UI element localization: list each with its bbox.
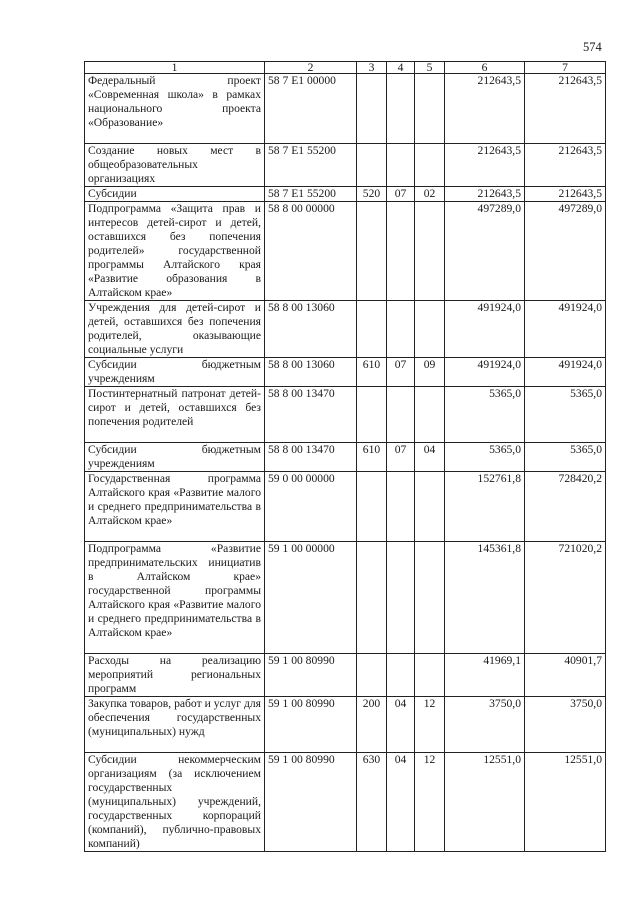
table-row xyxy=(85,358,606,387)
row-col3: 610 xyxy=(357,443,387,472)
row-code: 59 0 00 00000 xyxy=(265,472,357,542)
row-code: 59 1 00 00000 xyxy=(265,542,357,654)
row-col4: 07 xyxy=(387,187,415,202)
row-col4: 04 xyxy=(387,697,415,753)
row-name: Создание новых мест в общеобразовательных организациях xyxy=(85,144,265,187)
row-value-7: 212643,5 xyxy=(525,74,606,144)
row-name: Закупка товаров, работ и услуг для обеспечения государственных (муниципальных) нужд xyxy=(85,697,265,753)
table-row xyxy=(85,542,606,654)
row-col5 xyxy=(415,144,445,187)
table-row xyxy=(85,697,606,753)
row-col4 xyxy=(387,542,415,654)
row-code: 58 8 00 00000 xyxy=(265,202,357,301)
row-value-7: 5365,0 xyxy=(525,387,606,443)
row-value-6: 12551,0 xyxy=(445,753,525,852)
row-value-6: 5365,0 xyxy=(445,387,525,443)
row-col3 xyxy=(357,472,387,542)
row-col5 xyxy=(415,74,445,144)
row-col5 xyxy=(415,202,445,301)
table-row xyxy=(85,144,606,187)
row-value-7: 491924,0 xyxy=(525,358,606,387)
header-col-5: 5 xyxy=(415,62,445,74)
row-code: 59 1 00 80990 xyxy=(265,753,357,852)
row-name: Государственная программа Алтайского края «Развитие малого и среднего предпринимательства в Алтайском крае» xyxy=(85,472,265,542)
header-col-4: 4 xyxy=(387,62,415,74)
row-col3: 610 xyxy=(357,358,387,387)
table-row xyxy=(85,654,606,697)
row-name: Постинтернатный патронат детей-сирот и детей, оставшихся без попечения родителей xyxy=(85,387,265,443)
header-col-2: 2 xyxy=(265,62,357,74)
row-col4 xyxy=(387,301,415,358)
row-value-7: 491924,0 xyxy=(525,301,606,358)
row-col4 xyxy=(387,387,415,443)
row-value-6: 212643,5 xyxy=(445,187,525,202)
row-name: Учреждения для детей-сирот и детей, оставшихся без попечения родителей, оказывающие социальные услуги xyxy=(85,301,265,358)
row-col5 xyxy=(415,472,445,542)
row-col5 xyxy=(415,387,445,443)
row-col3 xyxy=(357,301,387,358)
row-value-7: 5365,0 xyxy=(525,443,606,472)
row-value-6: 3750,0 xyxy=(445,697,525,753)
row-value-7: 212643,5 xyxy=(525,144,606,187)
budget-table xyxy=(84,61,606,852)
row-col4 xyxy=(387,144,415,187)
row-value-6: 212643,5 xyxy=(445,74,525,144)
table-row xyxy=(85,187,606,202)
row-col4 xyxy=(387,654,415,697)
row-col4 xyxy=(387,472,415,542)
row-value-7: 721020,2 xyxy=(525,542,606,654)
row-name: Федеральный проект «Современная школа» в рамках национального проекта «Образование» xyxy=(85,74,265,144)
header-col-3: 3 xyxy=(357,62,387,74)
row-col5: 02 xyxy=(415,187,445,202)
row-value-6: 491924,0 xyxy=(445,358,525,387)
row-col4: 07 xyxy=(387,358,415,387)
row-code: 58 7 E1 55200 xyxy=(265,144,357,187)
row-col3: 630 xyxy=(357,753,387,852)
row-value-7: 728420,2 xyxy=(525,472,606,542)
table-row xyxy=(85,753,606,852)
row-col3 xyxy=(357,74,387,144)
row-name: Подпрограмма «Защита прав и интересов детей-сирот и детей, оставшихся без попечения родителей» государственной программы Алтайского края «Развитие образования в Алтайском крае» xyxy=(85,202,265,301)
row-name: Субсидии xyxy=(85,187,265,202)
row-col4 xyxy=(387,74,415,144)
row-name: Субсидии бюджетным учреждениям xyxy=(85,358,265,387)
row-col3 xyxy=(357,144,387,187)
row-value-6: 152761,8 xyxy=(445,472,525,542)
row-value-6: 145361,8 xyxy=(445,542,525,654)
row-col4: 07 xyxy=(387,443,415,472)
row-code: 59 1 00 80990 xyxy=(265,697,357,753)
row-col3: 520 xyxy=(357,187,387,202)
header-col-6: 6 xyxy=(445,62,525,74)
row-value-7: 212643,5 xyxy=(525,187,606,202)
row-code: 59 1 00 80990 xyxy=(265,654,357,697)
row-value-6: 212643,5 xyxy=(445,144,525,187)
row-col5 xyxy=(415,301,445,358)
table-row xyxy=(85,202,606,301)
row-value-6: 491924,0 xyxy=(445,301,525,358)
row-col5 xyxy=(415,654,445,697)
row-value-7: 40901,7 xyxy=(525,654,606,697)
row-code: 58 8 00 13060 xyxy=(265,358,357,387)
row-name: Субсидии некоммерческим организациям (за исключением государственных (муниципальных) учреждений, государственных корпораций (компаний), публично-правовых компаний) xyxy=(85,753,265,852)
page-number: 574 xyxy=(583,40,602,54)
header-col-1: 1 xyxy=(85,62,265,74)
row-value-6: 5365,0 xyxy=(445,443,525,472)
row-code: 58 7 E1 00000 xyxy=(265,74,357,144)
table-row xyxy=(85,387,606,443)
row-col4: 04 xyxy=(387,753,415,852)
row-col4 xyxy=(387,202,415,301)
row-value-7: 3750,0 xyxy=(525,697,606,753)
header-col-7: 7 xyxy=(525,62,606,74)
row-col5: 04 xyxy=(415,443,445,472)
row-col3 xyxy=(357,542,387,654)
table-row xyxy=(85,443,606,472)
row-value-7: 12551,0 xyxy=(525,753,606,852)
row-col3: 200 xyxy=(357,697,387,753)
table-row xyxy=(85,74,606,144)
row-col3 xyxy=(357,202,387,301)
table-row xyxy=(85,301,606,358)
row-value-6: 497289,0 xyxy=(445,202,525,301)
row-col3 xyxy=(357,387,387,443)
row-code: 58 7 E1 55200 xyxy=(265,187,357,202)
row-code: 58 8 00 13470 xyxy=(265,443,357,472)
row-col5: 12 xyxy=(415,697,445,753)
row-name: Субсидии бюджетным учреждениям xyxy=(85,443,265,472)
row-col5: 12 xyxy=(415,753,445,852)
row-code: 58 8 00 13060 xyxy=(265,301,357,358)
row-code: 58 8 00 13470 xyxy=(265,387,357,443)
table-row xyxy=(85,472,606,542)
row-value-7: 497289,0 xyxy=(525,202,606,301)
row-col5 xyxy=(415,542,445,654)
row-name: Расходы на реализацию мероприятий региональных программ xyxy=(85,654,265,697)
row-name: Подпрограмма «Развитие предпринимательских инициатив в Алтайском крае» государственной программы Алтайского края «Развитие малого и среднего предпринимательства в Алтайском крае» xyxy=(85,542,265,654)
row-col3 xyxy=(357,654,387,697)
header-row xyxy=(85,62,606,74)
row-col5: 09 xyxy=(415,358,445,387)
row-value-6: 41969,1 xyxy=(445,654,525,697)
